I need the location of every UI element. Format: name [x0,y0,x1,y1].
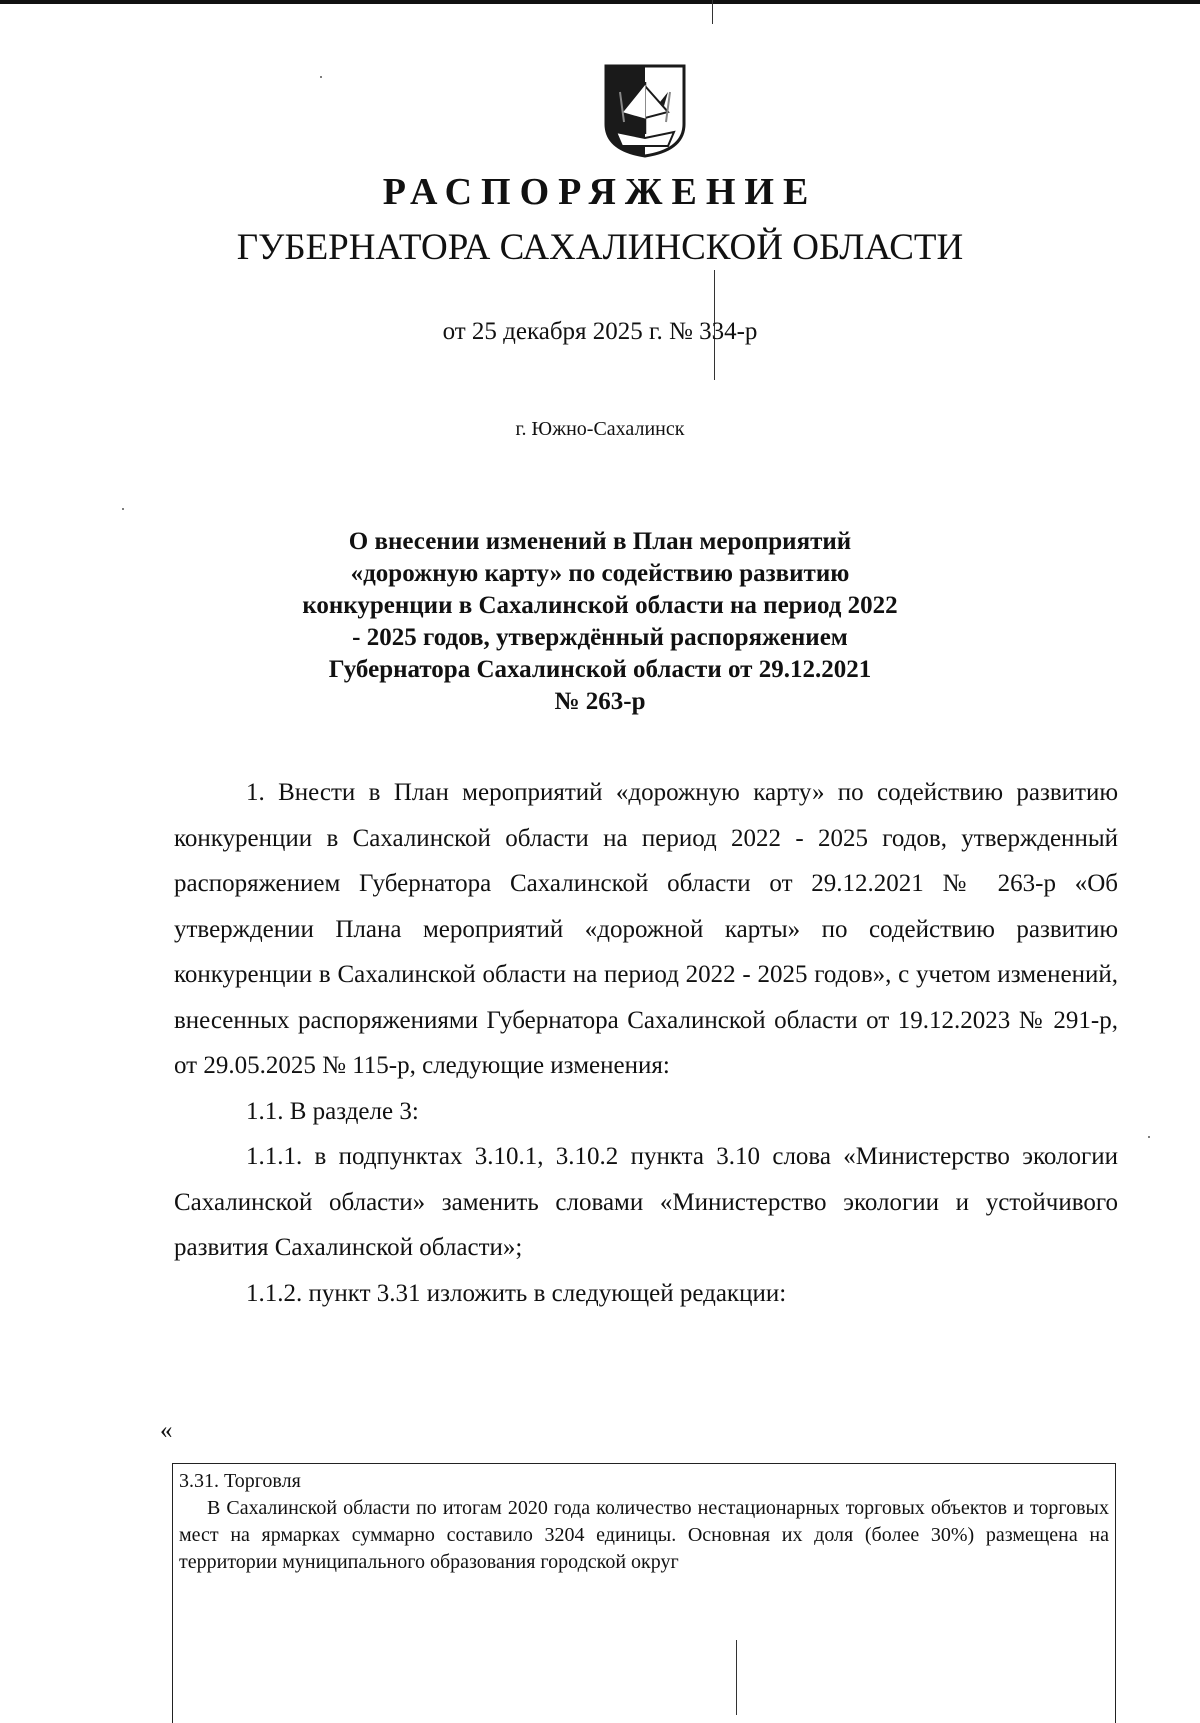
title-line: - 2025 годов, утверждённый распоряжением [352,624,848,651]
table-text: В Сахалинской области по итогам 2020 года количество нестационарных торговых объектов и торговых мест на ярмарках суммарно составило 3204 единицы. Основная их доля (более 30%) размещена на территории муниципального образования городской округ [179,1497,1109,1573]
quote-open-mark: « [160,1417,173,1444]
coat-of-arms-icon [602,62,688,158]
body-paragraph: 1. Внести в План мероприятий «дорожную карту» по содействию развитию конкуренции в Сахалинской области на период 2022 - 2025 годов, утвержденный распоряжением Губернатора Сахалинской области от 29.12.2021 № 263-р «Об утверждении Плана мероприятий «дорожной карты» по содействию развитию конкуренции в Сахалинской области на период 2022 - 2025 годов», с учетом изменений, внесенных распоряжениями Губернатора Сахалинской области от 19.12.2023 № 291-р, от 29.05.2025 № 115-р, следующие изменения: [174,779,1118,1079]
document-body [174,770,1118,1316]
amendment-table [172,1463,1116,1723]
issuing-authority: ГУБЕРНАТОРА САХАЛИНСКОЙ ОБЛАСТИ [236,227,964,268]
title-line: «дорожную карту» по содействию развитию [350,560,850,587]
title-line: № 263-р [554,688,646,715]
title-line: конкуренции в Сахалинской области на период 2022 [302,592,898,619]
table-heading: 3.31. Торговля [179,1470,301,1492]
body-paragraph: 1.1.2. пункт 3.31 изложить в следующей редакции: [246,1279,787,1307]
scan-speck [1148,1136,1150,1138]
scan-speck [122,508,124,510]
scan-top-border [0,0,1200,4]
document-date-number: от 25 декабря 2025 г. № 334-р [442,318,758,345]
document-title [300,526,900,718]
document-city: г. Южно-Сахалинск [515,418,685,440]
body-paragraph: 1.1.1. в подпунктах 3.10.1, 3.10.2 пункта 3.10 слова «Министерство экологии Сахалинской области» заменить словами «Министерство экологии и устойчивого развития Сахалинской области»; [174,1143,1118,1261]
title-line: О внесении изменений в План мероприятий [348,528,852,555]
scan-artifact-line [712,0,713,24]
body-paragraph: 1.1. В разделе 3: [246,1097,419,1125]
scan-speck [320,76,322,78]
document-type: РАСПОРЯЖЕНИЕ [382,171,818,213]
title-line: Губернатора Сахалинской области от 29.12.2021 [328,656,872,683]
